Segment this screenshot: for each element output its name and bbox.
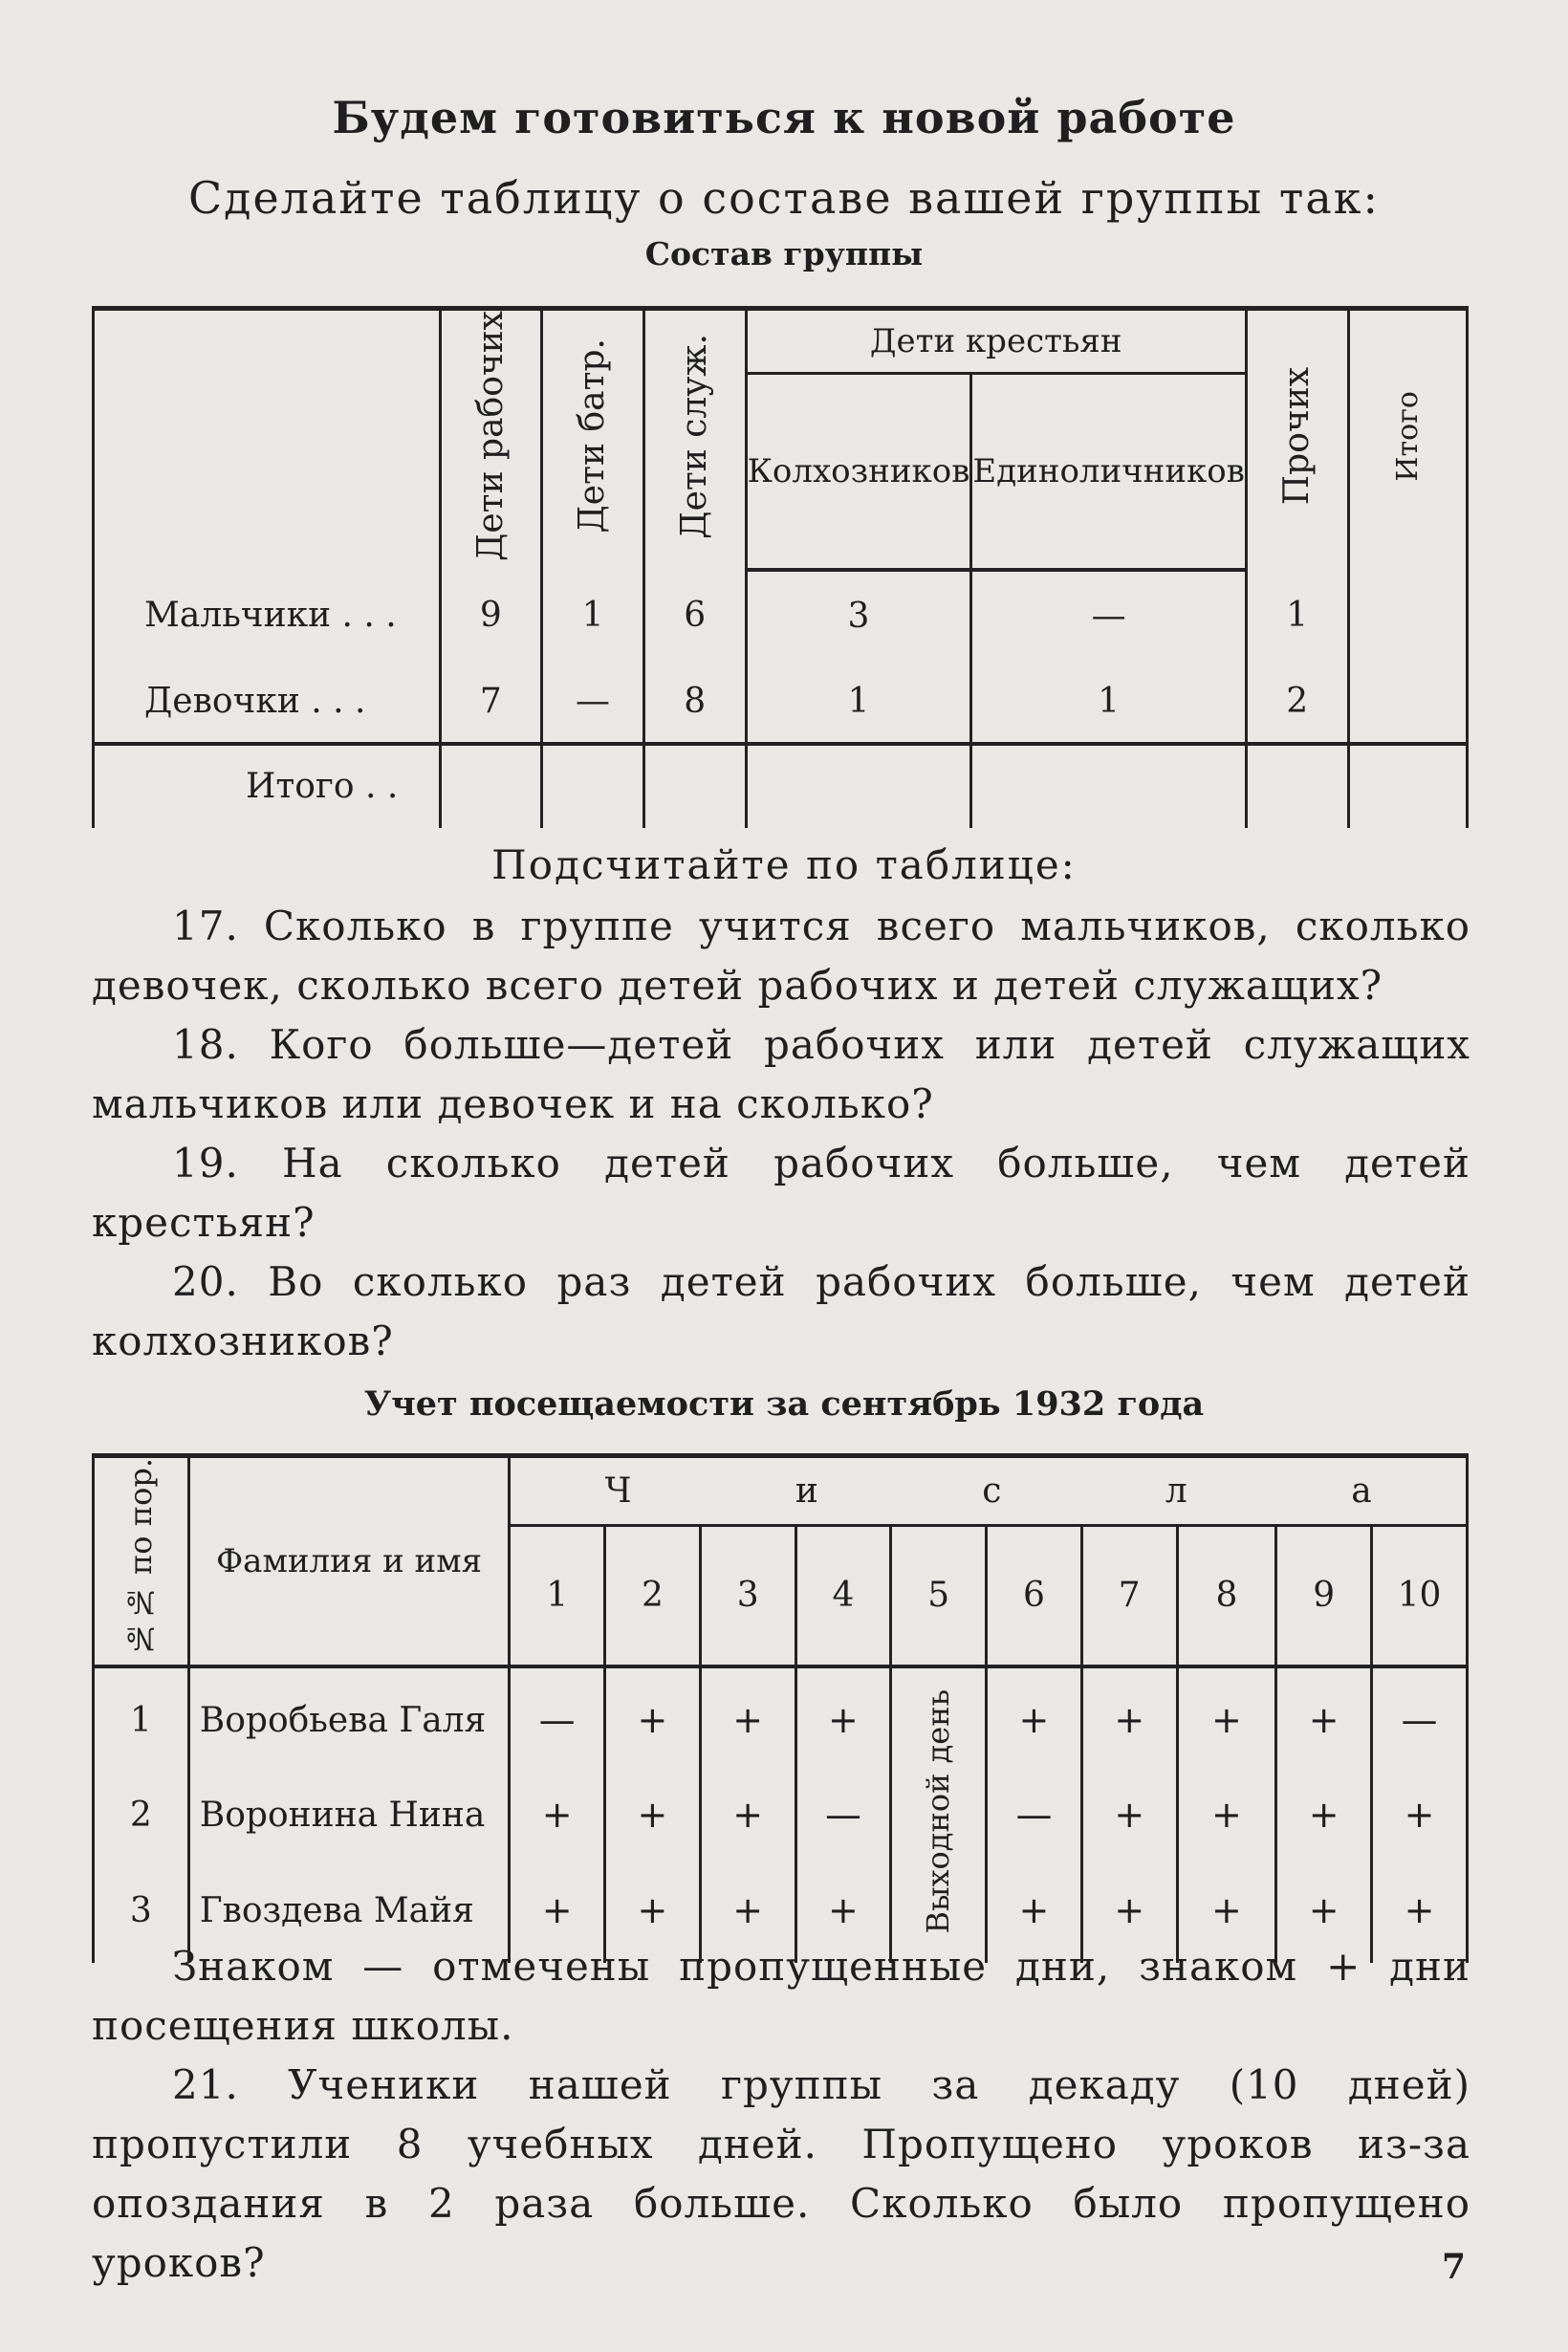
mark: + [1276,1666,1372,1772]
mark: + [1372,1858,1468,1963]
mark: — [795,1772,891,1858]
cell: 1 [1246,570,1348,662]
cell: 9 [440,570,542,662]
row-number: 3 [94,1858,189,1963]
cell: 3 [746,570,971,662]
question-text: Кого больше—детей рабочих или детей служащих мальчиков или девочек и на сколько? [92,1021,1470,1127]
cell: 1 [746,662,971,744]
page-number: 7 [1442,2247,1467,2287]
day-header: 2 [605,1525,701,1666]
table-row [94,1666,1468,1772]
col-workers: Дети рабочих [440,309,542,570]
mark: + [605,1666,701,1772]
day-header: 4 [795,1525,891,1666]
cell [643,744,746,828]
mark: + [1081,1772,1177,1858]
table1-caption: Состав группы [644,235,924,272]
mark: + [1177,1772,1276,1858]
row-number: 1 [94,1666,189,1772]
subheading: Подсчитайте по таблице: [491,841,1077,888]
student-name: Гвоздева Майя [188,1858,510,1963]
row-label: Девочки . . . [94,662,441,744]
student-name: Воронина Нина [188,1772,510,1858]
question-text: На сколько детей рабочих больше, чем детей крестьян? [92,1140,1470,1246]
question-18 [92,1015,1470,1134]
table-row [94,662,1468,744]
day-header: 1 [510,1525,605,1666]
mark: + [987,1858,1082,1963]
question-17 [92,897,1470,1015]
question-number: 18. [172,1021,239,1068]
mark: + [700,1858,795,1963]
question-number: 20. [172,1258,239,1305]
question-text: Сколько в группе учится всего мальчиков, сколько девочек, сколько всего детей рабочих и детей служащих? [92,903,1470,1009]
question-number: 21. [172,2061,239,2108]
question-text: Во сколько раз детей рабочих больше, чем детей колхозников? [92,1258,1470,1364]
cell [1348,744,1467,828]
cell: 2 [1246,662,1348,744]
mark: + [1177,1858,1276,1963]
day-header: 10 [1372,1525,1468,1666]
mark: + [700,1772,795,1858]
group-composition-table [92,306,1469,828]
total-label: Итого . . [94,744,441,828]
table2-caption: Учет посещаемости за сентябрь 1932 года [363,1384,1205,1424]
col-numbers-header: Ч и с л а [510,1456,1468,1526]
day-header: 6 [987,1525,1082,1666]
question-number: 19. [172,1140,239,1187]
cell [542,744,644,828]
question-text: Ученики нашей группы за декаду (10 дней) пропустили 8 учебных дней. Пропущено уроков из-за опоздания в 2 раза больше. Сколько было пропущено уроков? [92,2061,1470,2286]
cell [1348,662,1467,744]
mark: + [1177,1666,1276,1772]
col-kolkhoz: Колхозников [746,374,971,570]
mark: + [510,1858,605,1963]
student-name: Воробьева Галя [188,1666,510,1772]
row-number: 2 [94,1772,189,1858]
mark: — [987,1772,1082,1858]
mark: — [1372,1666,1468,1772]
mark: + [605,1858,701,1963]
row-label: Мальчики . . . [94,570,441,662]
attendance-table [92,1453,1469,1963]
table-row [94,570,1468,662]
table-row [94,1772,1468,1858]
day-off-cell: Выходной день [891,1666,987,1963]
question-19 [92,1134,1470,1252]
col-number: №№ по пор. [94,1456,189,1667]
cell [1348,570,1467,662]
intro-text: Сделайте таблицу о составе вашей группы так: [187,172,1381,224]
corner-cell [94,309,441,570]
mark: + [700,1666,795,1772]
cell [1246,744,1348,828]
col-batr: Дети батр. [542,309,644,570]
mark: + [987,1666,1082,1772]
mark: + [605,1772,701,1858]
day-header: 5 [891,1525,987,1666]
col-edinol: Единоличников [971,374,1246,570]
col-peasants: Дети крестьян [746,309,1246,374]
cell [971,744,1246,828]
day-header: 8 [1177,1525,1276,1666]
day-header: 9 [1276,1525,1372,1666]
col-total: Итого [1348,309,1467,570]
cell: — [971,570,1246,662]
question-20 [92,1252,1470,1371]
cell [746,744,971,828]
cell: 7 [440,662,542,744]
mark: + [1081,1666,1177,1772]
col-sluzh: Дети служ. [643,309,746,570]
mark: + [1081,1858,1177,1963]
legend-note: Знаком — отмечены пропущенные дни, знаком + дни посещения школы. [92,1943,1470,2049]
question-21 [92,2056,1470,2293]
cell: 6 [643,570,746,662]
mark: + [1276,1772,1372,1858]
cell [440,744,542,828]
col-other: Прочих [1246,309,1348,570]
question-number: 17. [172,903,239,949]
day-header: 3 [700,1525,795,1666]
mark: + [795,1666,891,1772]
day-header: 7 [1081,1525,1177,1666]
cell: — [542,662,644,744]
cell: 1 [971,662,1246,744]
cell: 8 [643,662,746,744]
mark: — [510,1666,605,1772]
mark: + [795,1858,891,1963]
mark: + [510,1772,605,1858]
col-name: Фамилия и имя [188,1456,510,1667]
cell: 1 [542,570,644,662]
mark: + [1372,1772,1468,1858]
table-total-row [94,744,1468,828]
mark: + [1276,1858,1372,1963]
page-heading: Будем готовиться к новой работе [332,92,1236,143]
